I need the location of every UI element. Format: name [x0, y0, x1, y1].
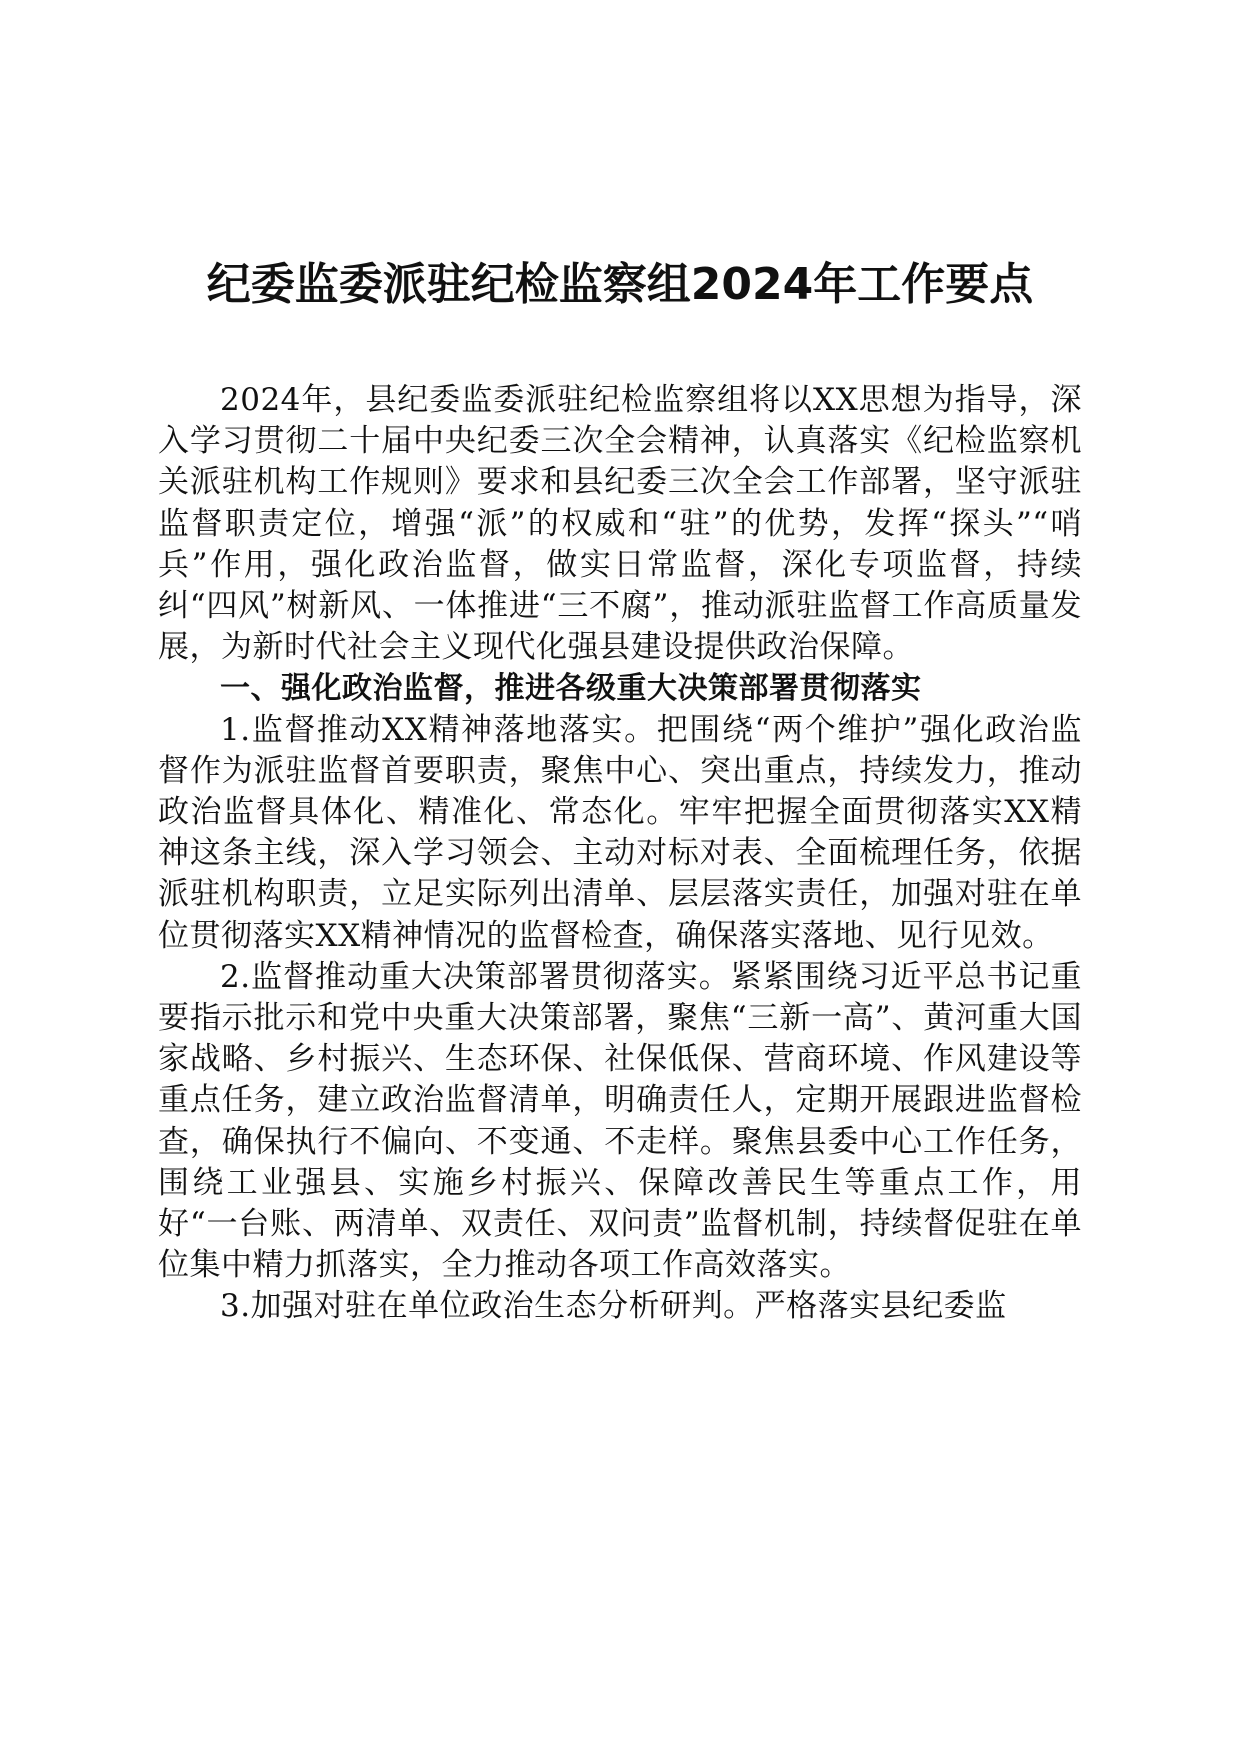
body-paragraph-1: 1.监督推动XX精神落地落实。把围绕“两个维护”强化政治监督作为派驻监督首要职责，聚焦中心、突出重点，持续发力，推动政治监督具体化、精准化、常态化。牢牢把握全面贯彻落实XX精神这条主线，深入学习领会、主动对标对表、全面梳理任务，依据派驻机构职责，立足实际列出清单、层层落实责任，加强对驻在单位贯彻落实XX精神情况的监督检查，确保落实落地、见行见效。	[158, 711, 1082, 954]
document-body	[158, 380, 1082, 1328]
section-heading: 一、强化政治监督，推进各级重大决策部署贯彻落实	[220, 671, 922, 707]
body-paragraph-2: 2.监督推动重大决策部署贯彻落实。紧紧围绕习近平总书记重要指示批示和党中央重大决策部署，聚焦“三新一高”、黄河重大国家战略、乡村振兴、生态环保、社保低保、营商环境、作风建设等重点任务，建立政治监督清单，明确责任人，定期开展跟进监督检查，确保执行不偏向、不变通、不走样。聚焦县委中心工作任务，围绕工业强县、实施乡村振兴、保障改善民生等重点工作，用好“一台账、两清单、双责任、双问责”监督机制，持续督促驻在单位集中精力抓落实，全力推动各项工作高效落实。	[158, 958, 1082, 1284]
document-title: 纪委监委派驻纪检监察组2024年工作要点	[206, 259, 1034, 310]
body-paragraph-3: 3.加强对驻在单位政治生态分析研判。严格落实县纪委监	[220, 1288, 1007, 1325]
intro-paragraph: 2024年，县纪委监委派驻纪检监察组将以XX思想为指导，深入学习贯彻二十届中央纪委三次全会精神，认真落实《纪检监察机关派驻机构工作规则》要求和县纪委三次全会工作部署，坚守派驻监督职责定位，增强“派”的权威和“驻”的优势，发挥“探头”“哨兵”作用，强化政治监督，做实日常监督，深化专项监督，持续纠“四风”树新风、一体推进“三不腐”，推动派驻监督工作高质量发展，为新时代社会主义现代化强县建设提供政治保障。	[158, 382, 1082, 666]
